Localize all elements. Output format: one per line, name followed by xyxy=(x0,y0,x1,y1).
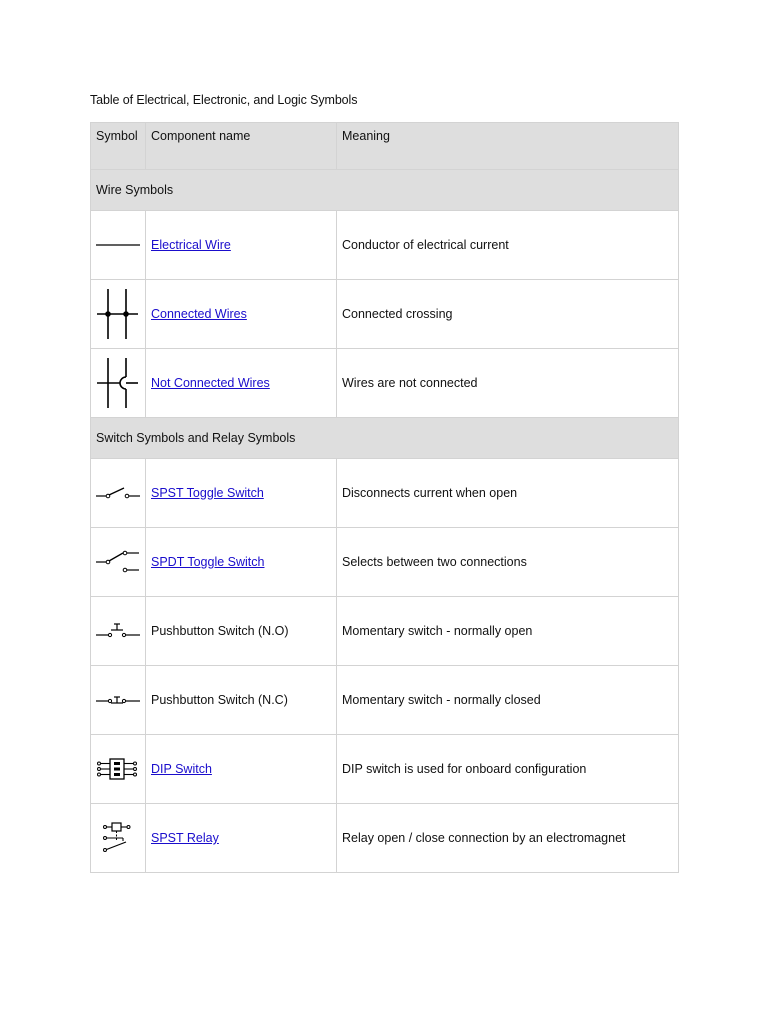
meaning-cell: Momentary switch - normally open xyxy=(337,597,679,666)
electrical-wire-link[interactable]: Electrical Wire xyxy=(151,238,231,252)
table-row xyxy=(91,804,679,873)
pushbutton-nc-icon xyxy=(93,690,143,710)
symbol-cell xyxy=(91,597,146,666)
meaning-cell: Selects between two connections xyxy=(337,528,679,597)
table-row xyxy=(91,280,679,349)
meaning-cell: Conductor of electrical current xyxy=(337,211,679,280)
spdt-toggle-switch-link[interactable]: SPDT Toggle Switch xyxy=(151,555,265,569)
component-name-cell xyxy=(146,804,337,873)
meaning-cell: Momentary switch - normally closed xyxy=(337,666,679,735)
symbol-cell xyxy=(91,459,146,528)
component-name-cell xyxy=(146,735,337,804)
electrical-wire-icon xyxy=(93,235,143,255)
component-name-cell xyxy=(146,280,337,349)
not-connected-wires-icon xyxy=(93,355,143,411)
dip-switch-link[interactable]: DIP Switch xyxy=(151,762,212,776)
symbol-cell xyxy=(91,280,146,349)
table-row xyxy=(91,597,679,666)
document-title: Table of Electrical, Electronic, and Logic Symbols xyxy=(90,93,358,107)
symbol-cell xyxy=(91,528,146,597)
spst-toggle-switch-link[interactable]: SPST Toggle Switch xyxy=(151,486,264,500)
section-row-wire-symbols xyxy=(91,170,679,211)
component-name-cell xyxy=(146,528,337,597)
table-header-row xyxy=(91,123,679,170)
section-label: Wire Symbols xyxy=(91,170,679,211)
spst-relay-link[interactable]: SPST Relay xyxy=(151,831,219,845)
column-header-component-name: Component name xyxy=(146,123,337,170)
meaning-cell: DIP switch is used for onboard configuration xyxy=(337,735,679,804)
symbol-cell xyxy=(91,349,146,418)
spdt-toggle-switch-icon xyxy=(93,548,143,576)
spst-toggle-switch-icon xyxy=(93,483,143,503)
table-row xyxy=(91,735,679,804)
component-name-cell xyxy=(146,459,337,528)
symbols-table xyxy=(90,122,679,873)
spst-relay-icon xyxy=(93,821,143,855)
meaning-cell: Relay open / close connection by an electromagnet xyxy=(337,804,679,873)
table-row xyxy=(91,459,679,528)
meaning-cell: Connected crossing xyxy=(337,280,679,349)
symbol-cell xyxy=(91,804,146,873)
column-header-symbol: Symbol xyxy=(91,123,146,170)
component-name-cell: Pushbutton Switch (N.O) xyxy=(146,597,337,666)
section-label: Switch Symbols and Relay Symbols xyxy=(91,418,679,459)
section-row-switch-relay-symbols xyxy=(91,418,679,459)
table-row xyxy=(91,528,679,597)
connected-wires-icon xyxy=(93,286,143,342)
not-connected-wires-link[interactable]: Not Connected Wires xyxy=(151,376,270,390)
component-name-cell xyxy=(146,349,337,418)
pushbutton-no-icon xyxy=(93,621,143,641)
component-name-cell: Pushbutton Switch (N.C) xyxy=(146,666,337,735)
dip-switch-icon xyxy=(93,755,143,783)
symbol-cell xyxy=(91,666,146,735)
symbol-cell xyxy=(91,735,146,804)
column-header-meaning: Meaning xyxy=(337,123,679,170)
meaning-cell: Disconnects current when open xyxy=(337,459,679,528)
table-row xyxy=(91,349,679,418)
symbol-cell xyxy=(91,211,146,280)
component-name-cell xyxy=(146,211,337,280)
connected-wires-link[interactable]: Connected Wires xyxy=(151,307,247,321)
table-row xyxy=(91,211,679,280)
table-row xyxy=(91,666,679,735)
meaning-cell: Wires are not connected xyxy=(337,349,679,418)
